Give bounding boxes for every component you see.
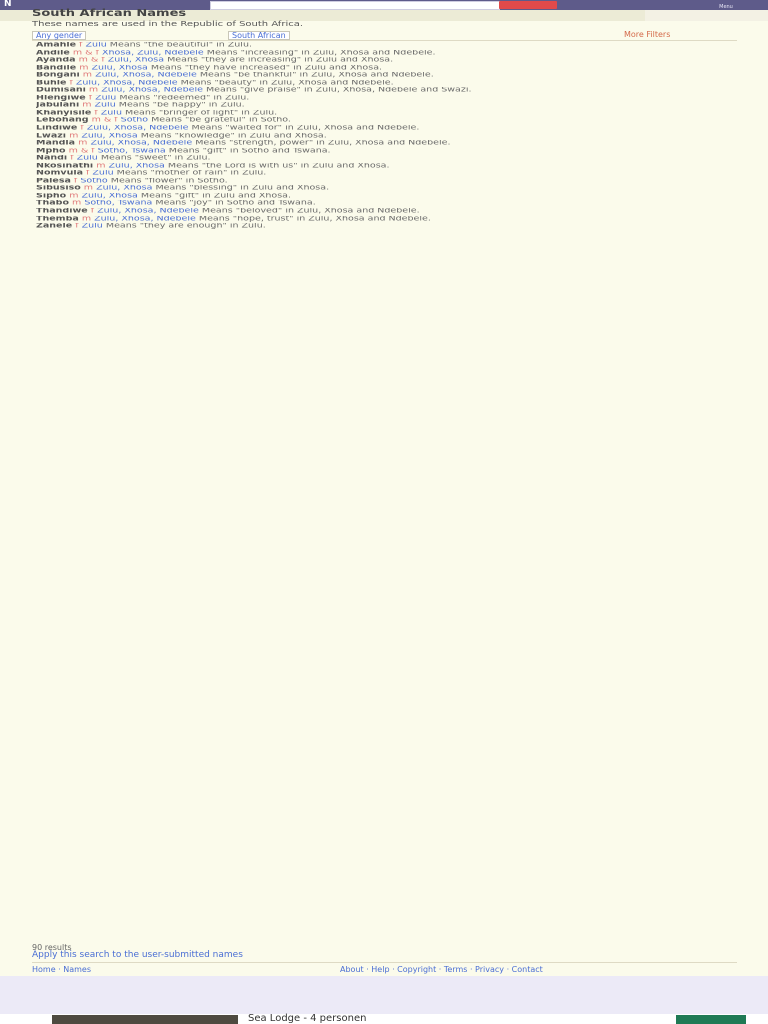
entry-meaning: Means "sweet" in Zulu. xyxy=(100,155,211,161)
page-title: South African Names xyxy=(32,7,187,19)
entry-meaning: Means "they have increased" in Zulu and Xhosa. xyxy=(150,64,383,71)
ad-image[interactable] xyxy=(52,1015,238,1024)
list-item[interactable] xyxy=(36,42,726,48)
apply-search-link[interactable]: Apply this search to the user-submitted names xyxy=(32,950,243,960)
entry-meaning: Means "redeemed" in Zulu. xyxy=(119,94,250,101)
entry-name[interactable]: Mpho xyxy=(36,147,66,154)
list-item[interactable] xyxy=(36,50,726,56)
entry-name[interactable]: Dumisani xyxy=(36,87,86,93)
entry-meaning: Means "they are increasing" in Zulu and Xhosa. xyxy=(167,57,394,63)
entry-meaning: Means "knowledge" in Zulu and Xhosa. xyxy=(140,132,327,139)
entry-gender: m xyxy=(82,72,93,78)
entry-usage: Zulu, Xhosa xyxy=(108,162,165,169)
entry-meaning: Means "be happy" in Zulu. xyxy=(118,102,245,109)
entry-name[interactable]: Lwazi xyxy=(36,132,67,139)
list-item[interactable] xyxy=(36,65,726,71)
entry-meaning: Means "waited for" in Zulu, Xhosa and Ndebele. xyxy=(191,125,420,131)
entry-meaning: Means "blessing" in Zulu and Xhosa. xyxy=(155,185,330,192)
entry-usage: Zulu, Xhosa, Ndebele xyxy=(97,208,199,214)
entry-gender: f xyxy=(94,109,98,116)
list-item[interactable] xyxy=(36,170,726,176)
entry-gender: m xyxy=(82,102,92,109)
entry-name[interactable]: Bandile xyxy=(36,64,77,71)
entry-gender: f xyxy=(69,79,73,86)
entry-name[interactable]: Buhle xyxy=(36,79,67,86)
list-item[interactable] xyxy=(36,110,726,116)
entry-gender: m xyxy=(83,185,94,192)
entry-usage: Zulu, Xhosa, Ndebele xyxy=(95,72,197,78)
name-list xyxy=(36,42,726,231)
entry-name[interactable]: Palesa xyxy=(36,177,71,184)
entry-name[interactable]: Nkosinathi xyxy=(36,162,94,169)
gender-filter[interactable]: Any gender xyxy=(32,31,86,40)
list-item[interactable] xyxy=(36,140,726,146)
entry-meaning: Means "increasing" in Zulu, Xhosa and Ndebele. xyxy=(206,49,436,56)
entry-meaning: Means "the beautiful" in Zulu. xyxy=(109,42,252,48)
entry-usage: Zulu xyxy=(92,170,114,176)
entry-meaning: Means "strength, power" in Zulu, Xhosa and Ndebele. xyxy=(195,140,451,146)
entry-usage: Zulu, Xhosa xyxy=(81,132,138,139)
entry-name[interactable]: Bongani xyxy=(36,72,80,78)
list-item[interactable] xyxy=(36,72,726,78)
list-item[interactable] xyxy=(36,216,726,222)
page-intro: These names are used in the Republic of South Africa. xyxy=(32,20,304,29)
entry-gender: m & f xyxy=(91,117,118,124)
list-item[interactable] xyxy=(36,200,726,206)
entry-usage: Zulu, Xhosa xyxy=(96,185,153,192)
entry-gender: f xyxy=(79,42,83,48)
entry-meaning: Means "gift" in Zulu and Xhosa. xyxy=(140,192,292,199)
entry-usage: Sotho, Tswana xyxy=(97,147,166,154)
entry-gender: m xyxy=(96,162,106,169)
entry-name[interactable]: Thandiwe xyxy=(36,208,88,214)
list-item[interactable] xyxy=(36,178,726,184)
list-item[interactable] xyxy=(36,57,726,63)
blank-area xyxy=(0,976,768,1014)
footer-right-links[interactable]: About · Help · Copyright · Terms · Privacy · Contact xyxy=(340,965,543,974)
entry-gender: f xyxy=(75,223,79,229)
list-item[interactable] xyxy=(36,155,726,161)
list-item[interactable] xyxy=(36,163,726,169)
entry-meaning: Means "joy" in Sotho and Tswana. xyxy=(155,200,316,207)
entry-usage: Zulu xyxy=(95,94,117,101)
entry-name[interactable]: Hlengiwe xyxy=(36,94,86,101)
entry-usage: Zulu xyxy=(76,155,98,161)
entry-gender: m xyxy=(81,215,92,222)
menu-button[interactable]: Menu xyxy=(719,4,733,10)
entry-gender: m xyxy=(69,132,79,139)
list-item[interactable] xyxy=(36,87,726,93)
entry-gender: m xyxy=(78,140,88,146)
entry-name[interactable]: Jabulani xyxy=(36,102,80,109)
entry-name[interactable]: Thabo xyxy=(36,200,69,207)
entry-usage: Zulu, Xhosa xyxy=(91,64,148,71)
entry-meaning: Means "the Lord is with us" in Zulu and Xhosa. xyxy=(167,162,390,169)
usage-filter[interactable]: South African xyxy=(228,31,290,40)
entry-gender: f xyxy=(86,170,90,176)
entry-meaning: Means "be thankful" in Zulu, Xhosa and Ndebele. xyxy=(199,72,434,78)
entry-meaning: Means "mother of rain" in Zulu. xyxy=(116,170,267,176)
entry-usage: Xhosa, Zulu, Ndebele xyxy=(101,49,204,56)
list-item[interactable] xyxy=(36,223,726,229)
entry-gender: m & f xyxy=(78,57,105,63)
list-item[interactable] xyxy=(36,148,726,154)
entry-name[interactable]: Khanyisile xyxy=(36,109,92,116)
entry-name[interactable]: Lindiwe xyxy=(36,125,78,131)
entry-usage: Zulu xyxy=(85,42,107,48)
entry-name[interactable]: Sibusiso xyxy=(36,185,81,192)
entry-meaning: Means "hope, trust" in Zulu, Xhosa and Ndebele. xyxy=(198,215,431,222)
result-count: 90 results xyxy=(32,943,72,952)
entry-name[interactable]: Amahle xyxy=(36,42,77,48)
ad-text[interactable]: Sea Lodge - 4 personen xyxy=(248,1013,367,1024)
entry-usage: Zulu, Xhosa, Ndebele xyxy=(75,79,178,86)
entry-usage: Zulu, Xhosa, Ndebele xyxy=(90,140,193,146)
list-item[interactable] xyxy=(36,102,726,108)
site-logo[interactable]: N xyxy=(4,0,11,9)
entry-usage: Sotho xyxy=(80,177,108,184)
footer-divider xyxy=(32,962,737,963)
entry-meaning: Means "beauty" in Zulu, Xhosa and Ndebele. xyxy=(180,79,394,86)
entry-usage: Zulu, Xhosa xyxy=(81,192,138,199)
entry-name[interactable]: Themba xyxy=(36,215,79,222)
entry-usage: Zulu xyxy=(94,102,116,109)
entry-gender: m xyxy=(72,200,82,207)
search-button[interactable] xyxy=(499,1,557,9)
entry-gender: f xyxy=(70,155,74,161)
entry-usage: Sotho xyxy=(120,117,149,124)
entry-name[interactable]: Nomvula xyxy=(36,170,83,176)
entry-gender: m xyxy=(79,64,89,71)
entry-gender: m xyxy=(69,192,79,199)
entry-gender: m & f xyxy=(68,147,95,154)
entry-meaning: Means "be grateful" in Sotho. xyxy=(151,117,291,124)
list-item[interactable] xyxy=(36,208,726,214)
entry-gender: m xyxy=(88,87,99,93)
entry-gender: f xyxy=(73,177,78,184)
entry-gender: f xyxy=(80,125,84,131)
more-filters-link[interactable]: More Filters xyxy=(624,30,671,39)
list-item[interactable] xyxy=(36,133,726,139)
entry-usage: Zulu xyxy=(100,109,122,116)
list-item[interactable] xyxy=(36,185,726,191)
entry-meaning: Means "give praise" in Zulu, Xhosa, Ndebele and Swazi. xyxy=(205,87,472,93)
entry-name[interactable]: Andile xyxy=(36,49,70,56)
entry-usage: Zulu, Xhosa xyxy=(107,57,165,63)
entry-gender: m & f xyxy=(72,49,99,56)
list-item[interactable] xyxy=(36,117,726,123)
entry-name[interactable]: Mandla xyxy=(36,140,76,146)
entry-name[interactable]: Ayanda xyxy=(36,57,76,63)
entry-name[interactable]: Zanele xyxy=(36,223,73,229)
entry-usage: Zulu, Xhosa, Ndebele xyxy=(94,215,196,222)
list-item[interactable] xyxy=(36,80,726,86)
entry-meaning: Means "gift" in Sotho and Tswana. xyxy=(168,147,331,154)
entry-usage: Zulu xyxy=(81,223,103,229)
list-item[interactable] xyxy=(36,125,726,131)
footer-left-links[interactable]: Home · Names xyxy=(32,965,92,974)
entry-usage: Zulu, Xhosa, Ndebele xyxy=(86,125,189,131)
entry-usage: Sotho, Tswana xyxy=(84,200,153,207)
ad-badge[interactable] xyxy=(676,1015,746,1024)
list-item[interactable] xyxy=(36,193,726,199)
entry-meaning: Means "bringer of light" in Zulu. xyxy=(125,109,278,116)
entry-meaning: Means "flower" in Sotho. xyxy=(110,177,228,184)
search-input[interactable] xyxy=(210,1,500,10)
entry-meaning: Means "beloved" in Zulu, Xhosa and Ndebele. xyxy=(201,208,420,214)
entry-gender: f xyxy=(90,208,95,214)
entry-gender: f xyxy=(88,94,93,101)
divider xyxy=(32,40,737,41)
entry-name[interactable]: Sipho xyxy=(36,192,67,199)
list-item[interactable] xyxy=(36,95,726,101)
entry-meaning: Means "they are enough" in Zulu. xyxy=(105,223,266,229)
entry-name[interactable]: Lebohang xyxy=(36,117,89,124)
entry-name[interactable]: Nandi xyxy=(36,155,68,161)
entry-usage: Zulu, Xhosa, Ndebele xyxy=(101,87,203,93)
